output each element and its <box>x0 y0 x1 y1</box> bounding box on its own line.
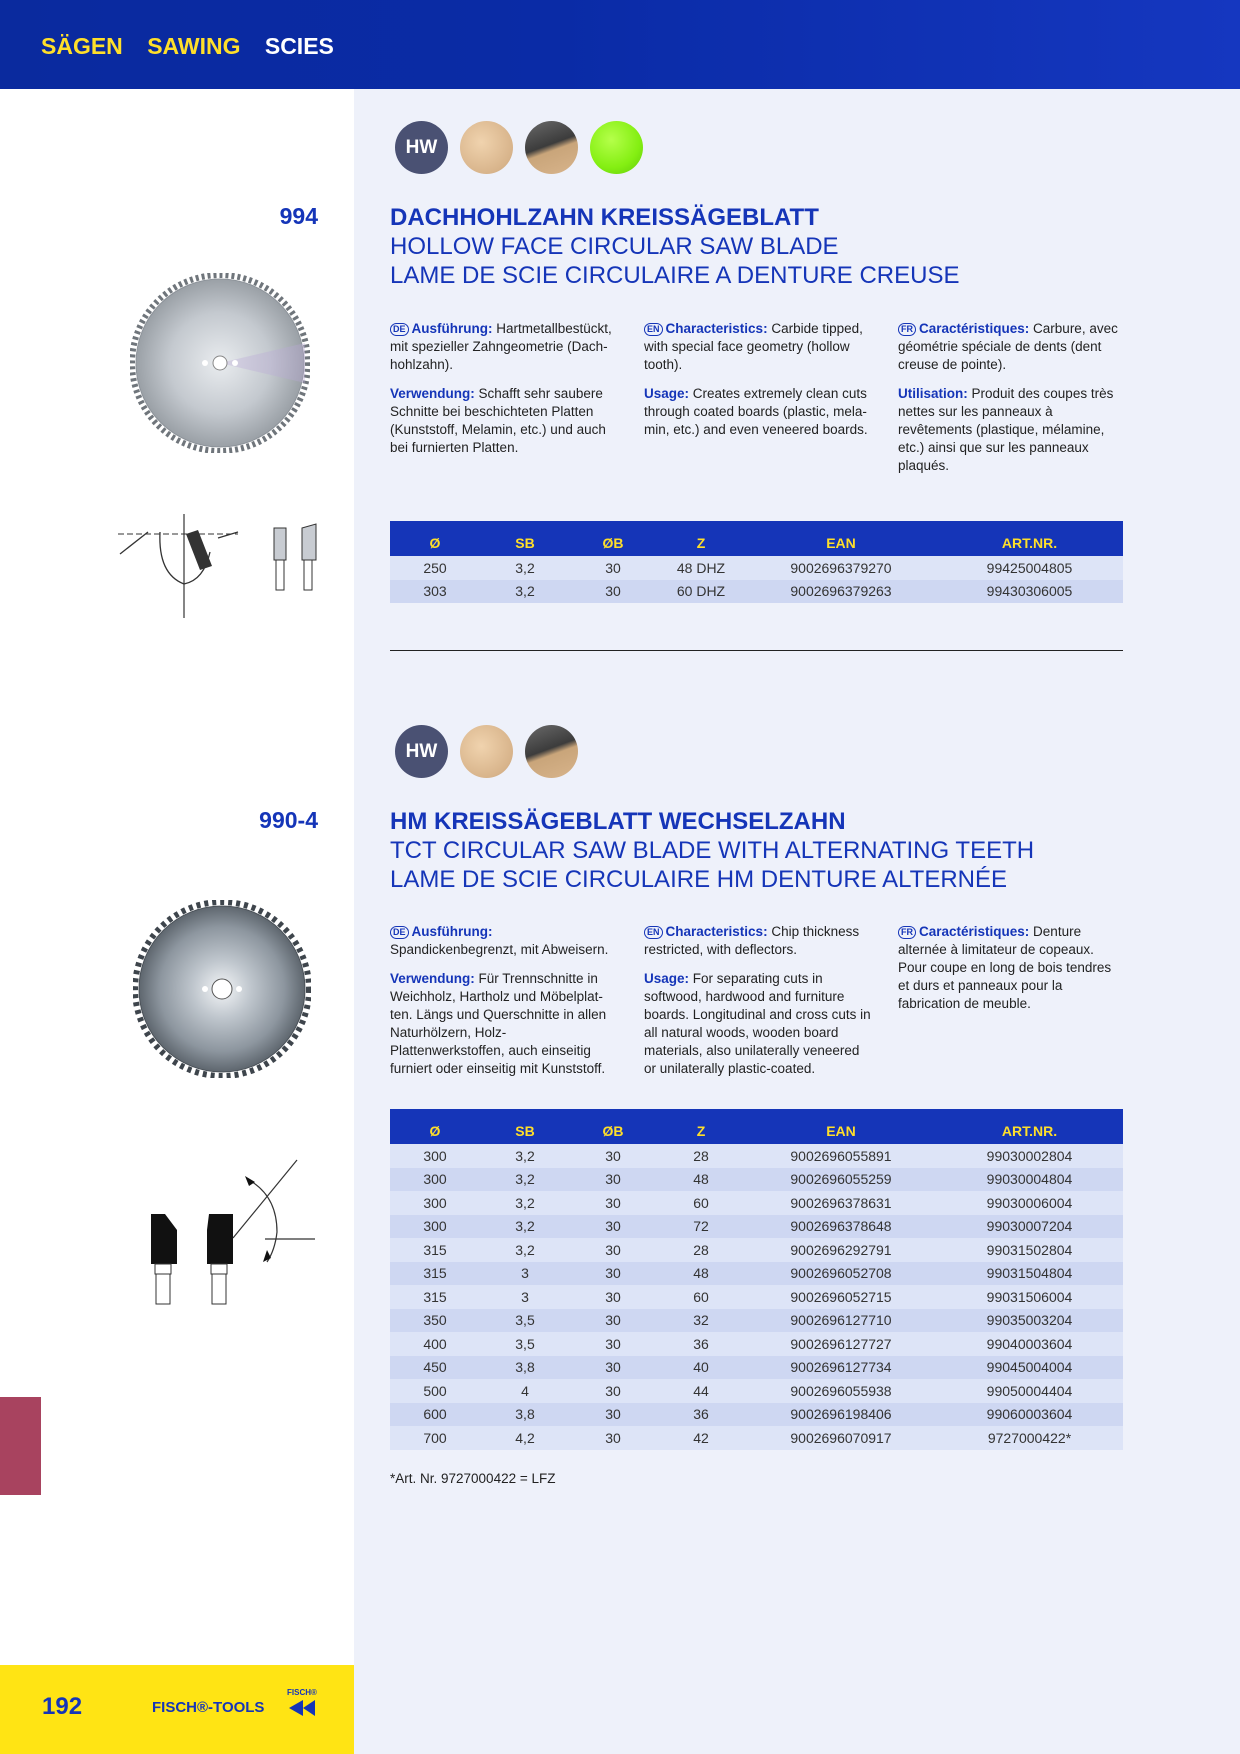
cell: 4 <box>480 1379 570 1403</box>
cell: 99030004804 <box>936 1168 1123 1192</box>
title-de: DACHHOHLZAHN KREISSÄGEBLATT <box>390 204 819 231</box>
cell: 500 <box>390 1379 480 1403</box>
text-ausfuehrung: Spandickenbegrenzt, mit Abweisern. <box>390 942 609 957</box>
label-ausfuehrung: Ausführung: <box>411 924 493 939</box>
table-header-row <box>390 521 1123 556</box>
cell: 99060003604 <box>936 1403 1123 1427</box>
saw-blade-image <box>130 273 310 453</box>
cell: 3,2 <box>480 1238 570 1262</box>
table-row <box>390 1356 1123 1380</box>
text-verwendung: Schafft sehr saubere Schnitte bei beschichteten Platten (Kunststoff, Melamin, etc.) und auch bei furnierten Platten. <box>390 386 606 455</box>
cell: 30 <box>570 1262 656 1286</box>
text-characteristics: Carbide tipped, with special face geometry (hollow tooth). <box>644 321 863 372</box>
text-usage: Creates extremely clean cuts through coated boards (plastic, melamin, etc.) and even veneered boards. <box>644 386 868 437</box>
lang-en-badge: EN <box>644 323 663 336</box>
cell: 30 <box>570 1356 656 1380</box>
footnote: *Art. Nr. 9727000422 = LFZ <box>390 1471 556 1486</box>
cell: 250 <box>390 556 480 580</box>
cell: 9002696379263 <box>746 580 936 604</box>
spec-table-994 <box>390 521 1123 603</box>
label-verwendung: Verwendung: <box>390 971 475 986</box>
cell: 9002696378648 <box>746 1215 936 1239</box>
softwood-icon <box>460 121 513 174</box>
table-row <box>390 580 1123 604</box>
table-row <box>390 1215 1123 1239</box>
cell: 450 <box>390 1356 480 1380</box>
section-side-tab <box>0 1397 41 1495</box>
label-utilisation: Utilisation: <box>898 386 968 401</box>
text-ausfuehrung: Hartmetallbestückt, mit spezieller Zahngeometrie (Dachhohlzahn). <box>390 321 612 372</box>
spec-table-990-4 <box>390 1109 1123 1450</box>
coated-board-icon <box>525 121 578 174</box>
title-fr: LAME DE SCIE CIRCULAIRE HM DENTURE ALTERNÉE <box>390 866 1008 893</box>
table-row <box>390 1332 1123 1356</box>
section-divider <box>390 650 1123 651</box>
cell: 3,2 <box>480 556 570 580</box>
cell: 600 <box>390 1403 480 1427</box>
cell: 9002696378631 <box>746 1191 936 1215</box>
cell: 315 <box>390 1262 480 1286</box>
cell: 60 DHZ <box>656 580 746 604</box>
cell: 300 <box>390 1168 480 1192</box>
col-artnr: ART.NR. <box>936 1109 1123 1144</box>
col-bore: ØB <box>570 521 656 556</box>
cell: 3,2 <box>480 1144 570 1168</box>
cell: 99035003204 <box>936 1309 1123 1333</box>
description-en <box>644 320 872 450</box>
cell: 3,2 <box>480 1215 570 1239</box>
cell: 3,2 <box>480 1191 570 1215</box>
cell: 99031502804 <box>936 1238 1123 1262</box>
coated-board-icon <box>525 725 578 778</box>
table-row <box>390 556 1123 580</box>
col-diameter: Ø <box>390 521 480 556</box>
article-number: 994 <box>279 203 318 229</box>
tooth-geometry-diagram <box>145 1158 320 1308</box>
description-en <box>644 923 872 1089</box>
title-en: HOLLOW FACE CIRCULAR SAW BLADE <box>390 233 839 260</box>
cell: 99050004404 <box>936 1379 1123 1403</box>
cell: 30 <box>570 1403 656 1427</box>
lang-de-badge: DE <box>390 926 409 939</box>
cell: 9002696127727 <box>746 1332 936 1356</box>
cell: 30 <box>570 1144 656 1168</box>
text-verwendung: Für Trennschnitte in Weichholz, Hartholz und Möbelplatten. Längs und Querschnitte in allen Naturhölzern, Holz-Plattenwerkstoffen, auch einseitig furniert oder einseitig mit Kunststoff. <box>390 971 607 1076</box>
plastic-icon <box>590 121 643 174</box>
table-row <box>390 1426 1123 1450</box>
cell: 30 <box>570 580 656 604</box>
fisch-logo-icon <box>283 1686 323 1720</box>
saw-blade-image <box>133 900 311 1078</box>
title-fr: LAME DE SCIE CIRCULAIRE A DENTURE CREUSE <box>390 262 960 289</box>
col-artnr: ART.NR. <box>936 521 1123 556</box>
cell: 60 <box>656 1191 746 1215</box>
col-sb: SB <box>480 521 570 556</box>
cell: 30 <box>570 1215 656 1239</box>
cell: 99031506004 <box>936 1285 1123 1309</box>
table-row <box>390 1285 1123 1309</box>
table-header-row <box>390 1109 1123 1144</box>
cell: 3 <box>480 1262 570 1286</box>
softwood-icon <box>460 725 513 778</box>
col-z: Z <box>656 521 746 556</box>
cell: 350 <box>390 1309 480 1333</box>
label-usage: Usage: <box>644 386 690 401</box>
lang-fr-badge: FR <box>898 323 916 336</box>
cell: 9002696198406 <box>746 1403 936 1427</box>
cell: 36 <box>656 1403 746 1427</box>
text-utilisation: Produit des coupes très nettes sur les panneaux à revêtements (plastique, mélamine, etc.) ainsi que sur les panneaux plaqués. <box>898 386 1114 473</box>
page-number: 192 <box>42 1693 83 1720</box>
col-ean: EAN <box>746 1109 936 1144</box>
cell: 60 <box>656 1285 746 1309</box>
cell: 3,2 <box>480 1168 570 1192</box>
cell: 3,8 <box>480 1356 570 1380</box>
cell: 28 <box>656 1144 746 1168</box>
col-sb: SB <box>480 1109 570 1144</box>
label-usage: Usage: <box>644 971 690 986</box>
cell: 3 <box>480 1285 570 1309</box>
category-labels <box>41 33 352 60</box>
cell: 99430306005 <box>936 580 1123 604</box>
col-diameter: Ø <box>390 1109 480 1144</box>
page-header <box>0 0 1240 89</box>
col-z: Z <box>656 1109 746 1144</box>
cell: 99030007204 <box>936 1215 1123 1239</box>
product-title <box>390 807 1210 894</box>
lang-fr-badge: FR <box>898 926 916 939</box>
label-caracteristiques: Caractéristiques: <box>919 321 1030 336</box>
cell: 32 <box>656 1309 746 1333</box>
cell: 9002696052715 <box>746 1285 936 1309</box>
cell: 3,5 <box>480 1309 570 1333</box>
description-de <box>390 923 618 1089</box>
logo-text: FISCH® <box>287 1688 317 1697</box>
table-row <box>390 1309 1123 1333</box>
cell: 40 <box>656 1356 746 1380</box>
cell: 4,2 <box>480 1426 570 1450</box>
cell: 30 <box>570 1168 656 1192</box>
text-caracteristiques: Denture alternée à limitateur de copeaux. Pour coupe en long de bois tendres et durs et panneaux pour la fabrication de meuble. <box>898 924 1112 1011</box>
table-row <box>390 1403 1123 1427</box>
cell: 30 <box>570 1426 656 1450</box>
cell: 30 <box>570 1379 656 1403</box>
cell: 9002696055891 <box>746 1144 936 1168</box>
lang-en-badge: EN <box>644 926 663 939</box>
table-row <box>390 1191 1123 1215</box>
category-en: SAWING <box>147 33 241 59</box>
cell: 42 <box>656 1426 746 1450</box>
cell: 700 <box>390 1426 480 1450</box>
hw-icon: HW <box>395 121 448 174</box>
cell: 30 <box>570 1332 656 1356</box>
cell: 9002696127710 <box>746 1309 936 1333</box>
cell: 300 <box>390 1144 480 1168</box>
label-characteristics: Characteristics: <box>665 924 768 939</box>
description-de <box>390 320 618 468</box>
cell: 9002696379270 <box>746 556 936 580</box>
label-ausfuehrung: Ausführung: <box>411 321 493 336</box>
cell: 99030006004 <box>936 1191 1123 1215</box>
cell: 300 <box>390 1191 480 1215</box>
cell: 48 DHZ <box>656 556 746 580</box>
brand-name: FISCH®-TOOLS <box>152 1699 265 1716</box>
cell: 3,8 <box>480 1403 570 1427</box>
cell: 9002696055259 <box>746 1168 936 1192</box>
table-row <box>390 1262 1123 1286</box>
table-row <box>390 1168 1123 1192</box>
cell: 9002696055938 <box>746 1379 936 1403</box>
title-de: HM KREISSÄGEBLATT WECHSELZAHN <box>390 808 846 835</box>
category-de: SÄGEN <box>41 33 123 59</box>
label-verwendung: Verwendung: <box>390 386 475 401</box>
cell: 28 <box>656 1238 746 1262</box>
cell: 9727000422* <box>936 1426 1123 1450</box>
tooth-geometry-diagram <box>118 512 328 620</box>
col-ean: EAN <box>746 521 936 556</box>
cell: 99031504804 <box>936 1262 1123 1286</box>
hw-icon: HW <box>395 725 448 778</box>
cell: 48 <box>656 1262 746 1286</box>
label-caracteristiques: Caractéristiques: <box>919 924 1030 939</box>
cell: 99425004805 <box>936 556 1123 580</box>
label-characteristics: Characteristics: <box>665 321 768 336</box>
cell: 44 <box>656 1379 746 1403</box>
text-characteristics: Chip thickness restricted, with deflectors. <box>644 924 860 957</box>
cell: 9002696052708 <box>746 1262 936 1286</box>
cell: 72 <box>656 1215 746 1239</box>
material-icons-990-4 <box>395 725 578 778</box>
table-row <box>390 1379 1123 1403</box>
article-number: 990-4 <box>259 807 318 833</box>
product-title <box>390 203 1210 290</box>
text-caracteristiques: Carbure, avec géométrie spéciale de dents (dent creuse de pointe). <box>898 321 1118 372</box>
title-en: TCT CIRCULAR SAW BLADE WITH ALTERNATING TEETH <box>390 837 1035 864</box>
table-row <box>390 1238 1123 1262</box>
cell: 48 <box>656 1168 746 1192</box>
cell: 9002696292791 <box>746 1238 936 1262</box>
cell: 9002696070917 <box>746 1426 936 1450</box>
cell: 315 <box>390 1285 480 1309</box>
text-usage: For separating cuts in softwood, hardwood and furniture boards. Longitudinal and cross cuts in all natural woods, wooden board materials, also unilaterally veneered or unilaterally plastic-coated. <box>644 971 871 1076</box>
cell: 30 <box>570 556 656 580</box>
material-icons-994 <box>395 121 643 174</box>
cell: 30 <box>570 1285 656 1309</box>
cell: 36 <box>656 1332 746 1356</box>
cell: 3,5 <box>480 1332 570 1356</box>
category-fr: SCIES <box>264 33 334 59</box>
cell: 400 <box>390 1332 480 1356</box>
cell: 3,2 <box>480 580 570 604</box>
cell: 315 <box>390 1238 480 1262</box>
col-bore: ØB <box>570 1109 656 1144</box>
cell: 99030002804 <box>936 1144 1123 1168</box>
cell: 99045004004 <box>936 1356 1123 1380</box>
cell: 9002696127734 <box>746 1356 936 1380</box>
cell: 30 <box>570 1238 656 1262</box>
description-fr <box>898 923 1126 1024</box>
cell: 300 <box>390 1215 480 1239</box>
lang-de-badge: DE <box>390 323 409 336</box>
description-fr <box>898 320 1126 486</box>
cell: 30 <box>570 1191 656 1215</box>
table-row <box>390 1144 1123 1168</box>
cell: 99040003604 <box>936 1332 1123 1356</box>
cell: 30 <box>570 1309 656 1333</box>
cell: 303 <box>390 580 480 604</box>
